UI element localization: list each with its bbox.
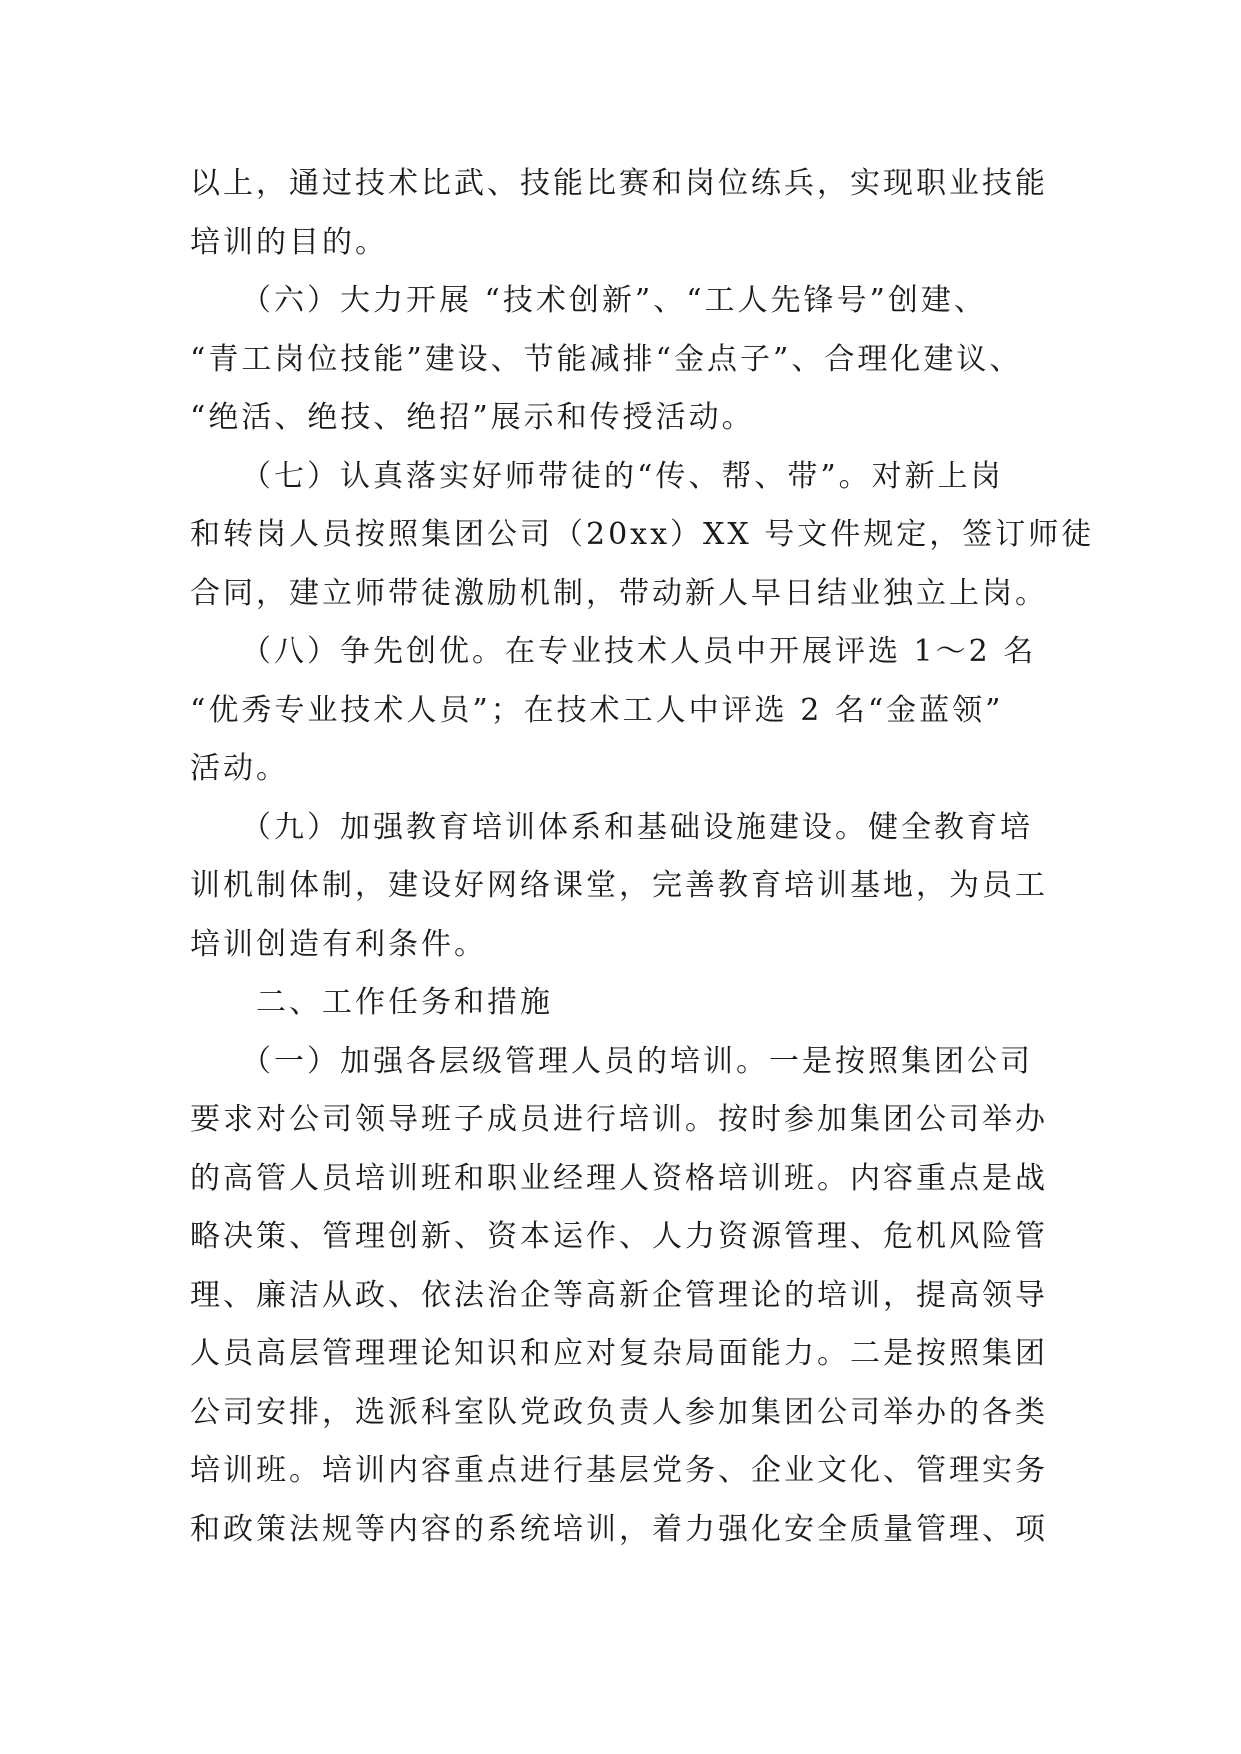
text-line: 合同，建立师带徒激励机制，带动新人早日结业独立上岗。 xyxy=(190,575,1048,611)
text-line: 公司安排，选派科室队党政负责人参加集团公司举办的各类 xyxy=(190,1394,1048,1430)
text-line: 活动。 xyxy=(190,751,289,786)
text-line: “绝活、绝技、绝招”展示和传授活动。 xyxy=(190,400,755,435)
text-line: 理、廉洁从政、依法治企等高新企管理论的培训，提高领导 xyxy=(190,1277,1048,1313)
text-line: （七）认真落实好师带徒的“传、帮、带”。对新上岗 xyxy=(190,458,1004,494)
text-line: 的高管人员培训班和职业经理人资格培训班。内容重点是战 xyxy=(190,1160,1048,1196)
text-line: 人员高层管理理论知识和应对复杂局面能力。二是按照集团 xyxy=(190,1336,1048,1371)
text-line: 培训的目的。 xyxy=(190,224,388,260)
body-text xyxy=(190,155,1095,1559)
text-line: （九）加强教育培训体系和基础设施建设。健全教育培 xyxy=(190,809,1033,845)
text-line: 培训创造有利条件。 xyxy=(190,926,487,962)
text-line: 和转岗人员按照集团公司（20xx）XX 号文件规定，签订师徒 xyxy=(190,517,1095,552)
text-line: 培训班。培训内容重点进行基层党务、企业文化、管理实务 xyxy=(190,1453,1048,1488)
text-line: （六）大力开展 “技术创新”、“工人先锋号”创建、 xyxy=(190,283,987,318)
text-line: （八）争先创优。在专业技术人员中开展评选 1～2 名 xyxy=(190,634,1037,669)
text-line: 略决策、管理创新、资本运作、人力资源管理、危机风险管 xyxy=(190,1219,1048,1254)
text-line: （一）加强各层级管理人员的培训。一是按照集团公司 xyxy=(190,1043,1033,1079)
text-line: “青工岗位技能”建设、节能减排“金点子”、合理化建议、 xyxy=(190,341,1023,377)
text-line: 和政策法规等内容的系统培训，着力强化安全质量管理、项 xyxy=(190,1511,1048,1547)
text-line: 训机制体制，建设好网络课堂，完善教育培训基地，为员工 xyxy=(190,868,1048,903)
section-heading: 二、工作任务和措施 xyxy=(190,985,553,1020)
text-line: 要求对公司领导班子成员进行培训。按时参加集团公司举办 xyxy=(190,1102,1048,1137)
text-line: 以上，通过技术比武、技能比赛和岗位练兵，实现职业技能 xyxy=(190,166,1048,201)
text-line: “优秀专业技术人员”；在技术工人中评选 2 名“金蓝领” xyxy=(190,692,1004,728)
